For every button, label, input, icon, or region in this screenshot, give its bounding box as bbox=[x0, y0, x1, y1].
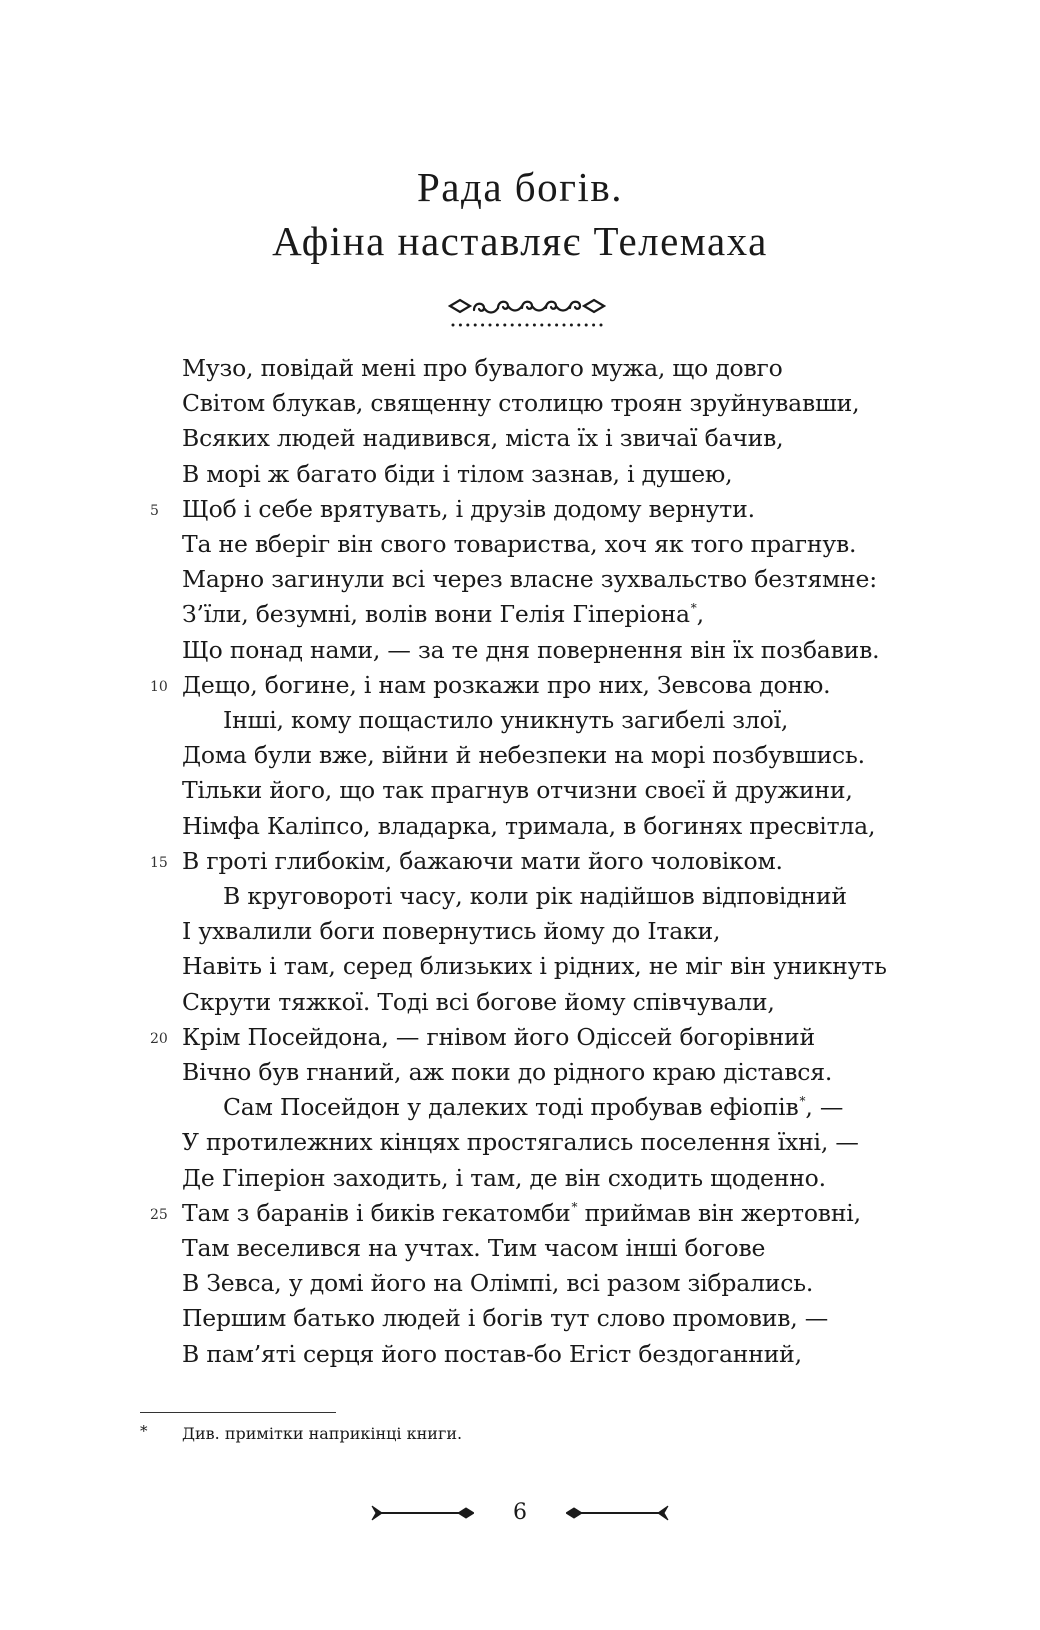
ornament-dot bbox=[474, 324, 477, 327]
verse-line-text: В Зевса, у домі його на Олімпі, всі разом зібрались. bbox=[182, 1269, 814, 1298]
footnote-reference: * bbox=[690, 601, 697, 616]
verse-line bbox=[182, 385, 859, 421]
verse-line-text: Навіть і там, серед близьких і рідних, не міг він уникнуть bbox=[182, 952, 887, 981]
footnote-text: Див. примітки наприкінці книги. bbox=[182, 1424, 463, 1443]
verse-line bbox=[182, 913, 720, 949]
ornament-dot bbox=[540, 324, 543, 327]
ornament-dot bbox=[459, 324, 462, 327]
verse-line bbox=[223, 878, 847, 914]
verse-line bbox=[182, 843, 783, 879]
verse-line-text: Та не вберіг він свого товариства, хоч як того прагнув. bbox=[182, 530, 857, 558]
ornament-dot bbox=[496, 324, 499, 327]
verse-line-text: Дома були вже, війни й небезпеки на морі позбувшись. bbox=[182, 741, 865, 770]
verse-line-tail: , bbox=[696, 600, 704, 629]
verse-line bbox=[182, 772, 853, 808]
verse-line-text: Сам Посейдон у далеких тоді пробував ефіопів bbox=[223, 1093, 799, 1122]
ornament-dot bbox=[503, 324, 506, 327]
verse-line-text: Скрути тяжкої. Тоді всі богове йому співчували, bbox=[182, 987, 775, 1016]
verse-line bbox=[182, 1160, 826, 1196]
ornament-dot bbox=[555, 324, 558, 327]
folio bbox=[370, 1496, 670, 1530]
arrow-left-flourish-icon bbox=[566, 1502, 670, 1524]
page-number: 6 bbox=[513, 1500, 527, 1525]
verse-line-text: Тільки його, що так прагнув отчизни своєї й дружини, bbox=[182, 776, 853, 805]
ornament-dot bbox=[563, 324, 566, 327]
verse-line bbox=[182, 984, 775, 1020]
ornament-dot bbox=[526, 324, 529, 327]
verse-line-text: У протилежних кінцях простягались поселення їхні, — bbox=[182, 1128, 859, 1157]
verse-line bbox=[182, 596, 704, 632]
verse-line bbox=[182, 456, 732, 492]
verse-line bbox=[182, 1124, 859, 1160]
ornament-dot bbox=[592, 324, 595, 327]
verse-line bbox=[182, 526, 856, 562]
verse-line bbox=[182, 737, 865, 773]
verse-line-tail: приймав він жертовні, bbox=[577, 1198, 861, 1227]
verse-line bbox=[182, 491, 755, 527]
scroll-wave-ornament-icon bbox=[448, 292, 606, 332]
verse-line-text: Щоб і себе врятувать, і друзів додому вернути. bbox=[182, 494, 755, 523]
verse-line-text: Інші, кому пощастило уникнуть загибелі злої, bbox=[223, 706, 789, 734]
line-number: 15 bbox=[150, 854, 168, 871]
footnote-reference: * bbox=[799, 1094, 806, 1109]
ornament-dot bbox=[518, 324, 521, 327]
verse-line bbox=[182, 948, 887, 984]
verse-line-text: Німфа Каліпсо, владарка, тримала, в богинях пресвітла, bbox=[182, 811, 876, 840]
verse-line-text: Там веселився на учтах. Тим часом інші богове bbox=[182, 1234, 766, 1262]
verse-line bbox=[182, 1265, 813, 1301]
ornament-dot bbox=[511, 324, 514, 327]
verse-line bbox=[182, 1300, 828, 1336]
verse-line bbox=[182, 667, 830, 703]
ornament-dot bbox=[489, 324, 492, 327]
verse-line bbox=[223, 702, 788, 738]
ornament-dot bbox=[577, 324, 580, 327]
verse-line-text: В гроті глибокім, бажаючи мати його чоловіком. bbox=[182, 846, 783, 875]
verse-line-tail: , — bbox=[805, 1093, 844, 1122]
chapter-title-line-1: Рада богів. bbox=[417, 164, 623, 210]
verse-line-text: В пам’яті серця його постав-бо Егіст бездоганний, bbox=[182, 1339, 802, 1368]
verse-line bbox=[182, 1019, 815, 1055]
verse-line-text: І ухвалили боги повернутись йому до Ітаки, bbox=[182, 917, 721, 946]
chapter-title-line-2: Афіна наставляє Телемаха bbox=[272, 218, 768, 264]
verse-line bbox=[182, 420, 783, 456]
verse-line-text: Всяких людей надивився, міста їх і звичаї бачив, bbox=[182, 424, 784, 453]
line-number: 20 bbox=[150, 1030, 168, 1047]
footnote-rule bbox=[140, 1412, 336, 1413]
line-number: 10 bbox=[150, 678, 168, 695]
ornament-dot bbox=[466, 324, 469, 327]
verse-line bbox=[223, 1089, 843, 1125]
verse-line-text: Що понад нами, — за те дня повернення він їх позбавив. bbox=[182, 635, 880, 664]
verse-line bbox=[182, 632, 879, 668]
verse-line-text: Першим батько людей і богів тут слово промовив, — bbox=[182, 1304, 829, 1333]
verse-line bbox=[182, 350, 783, 386]
footnote-mark: * bbox=[140, 1422, 148, 1440]
verse-line-text: Вічно був гнаний, аж поки до рідного краю дістався. bbox=[182, 1058, 833, 1086]
verse-line bbox=[182, 1054, 832, 1090]
verse-line-text: Марно загинули всі через власне зухвальство безтямне: bbox=[182, 565, 877, 594]
verse-line-text: Музо, повідай мені про бувалого мужа, що довго bbox=[182, 354, 783, 382]
ornament-dot bbox=[600, 324, 603, 327]
ornament-dot bbox=[570, 324, 573, 327]
verse-line bbox=[182, 808, 875, 844]
ornament-dot bbox=[533, 324, 536, 327]
ornament-dot bbox=[481, 324, 484, 327]
verse-line-text: Світом блукав, священну столицю троян зруйнувавши, bbox=[182, 389, 860, 418]
verse-line-text: Там з баранів і биків гекатомби bbox=[182, 1198, 571, 1227]
verse-line-text: Дещо, богине, і нам розкажи про них, Зевсова доню. bbox=[182, 670, 831, 699]
verse-line bbox=[182, 1195, 861, 1231]
ornament-dot bbox=[548, 324, 551, 327]
verse-line bbox=[182, 1336, 802, 1372]
ornament-dot bbox=[585, 324, 588, 327]
verse-line-text: Крім Посейдона, — гнівом його Одіссей богорівний bbox=[182, 1022, 815, 1051]
verse-line bbox=[182, 561, 877, 597]
verse-line bbox=[182, 1230, 765, 1266]
line-number: 5 bbox=[150, 502, 159, 519]
footnote-reference: * bbox=[571, 1199, 578, 1214]
ornament-dot bbox=[452, 324, 455, 327]
verse-line-text: В круговороті часу, коли рік надійшов відповідний bbox=[223, 882, 847, 910]
verse-line-text: В морі ж багато біди і тілом зазнав, і душею, bbox=[182, 459, 733, 488]
verse-line-text: З’їли, безумні, волів вони Гелія Гіперіона bbox=[182, 600, 690, 629]
verse-line-text: Де Гіперіон заходить, і там, де він сходить щоденно. bbox=[182, 1163, 826, 1192]
line-number: 25 bbox=[150, 1206, 168, 1223]
